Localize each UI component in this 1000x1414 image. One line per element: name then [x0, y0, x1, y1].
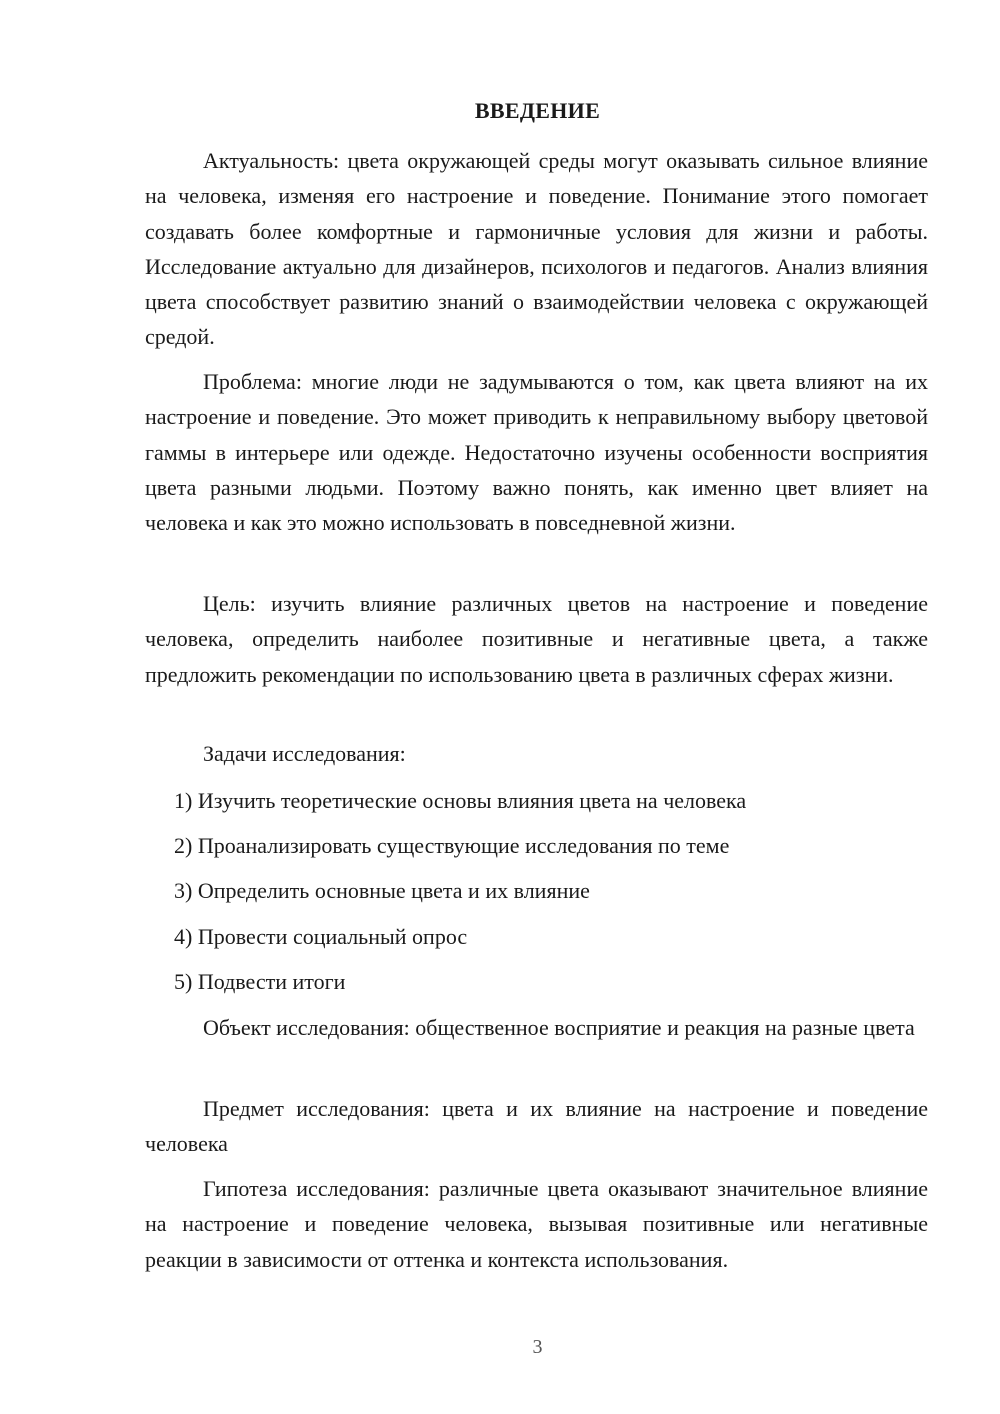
subject-paragraph: Предмет исследования: цвета и их влияние на настроение и поведение человека: [145, 1096, 928, 1157]
task-item-2: 2) Проанализировать существующие исследования по теме: [174, 833, 730, 858]
task-item-3: 3) Определить основные цвета и их влияние: [174, 878, 590, 903]
task-item-1: 1) Изучить теоретические основы влияния цвета на человека: [174, 788, 747, 813]
task-item-5: 5) Подвести итоги: [174, 969, 346, 994]
page-title: ВВЕДЕНИЕ: [474, 98, 601, 123]
task-item-4: 4) Провести социальный опрос: [174, 924, 468, 949]
page-number: 3: [532, 1336, 543, 1358]
relevance-paragraph: Актуальность: цвета окружающей среды могут оказывать сильное влияние на человека, изменяя его настроение и поведение. Понимание этого помогает создавать более комфортные и гармоничные условия для жизни и работы. Исследование актуально для дизайнеров, психологов и педагогов. Анализ влияния цвета способствует развитию знаний о взаимодействии человека с окружающей средой.: [145, 148, 928, 350]
tasks-heading: Задачи исследования:: [203, 741, 406, 766]
object-paragraph: Объект исследования: общественное восприятие и реакция на разные цвета: [203, 1015, 915, 1040]
goal-paragraph: Цель: изучить влияние различных цветов на настроение и поведение человека, определить наиболее позитивные и негативные цвета, а также предложить рекомендации по использованию цвета в различных сферах жизни.: [145, 591, 928, 687]
problem-paragraph: Проблема: многие люди не задумываются о том, как цвета влияют на их настроение и поведение. Это может приводить к неправильному выбору цветовой гаммы в интерьере или одежде. Недостаточно изучены особенности восприятия цвета разными людьми. Поэтому важно понять, как именно цвет влияет на человека и как это можно использовать в повседневной жизни.: [145, 369, 928, 536]
hypothesis-paragraph: Гипотеза исследования: различные цвета оказывают значительное влияние на настроение и поведение человека, вызывая позитивные или негативные реакции в зависимости от оттенка и контекста использования.: [145, 1176, 928, 1272]
